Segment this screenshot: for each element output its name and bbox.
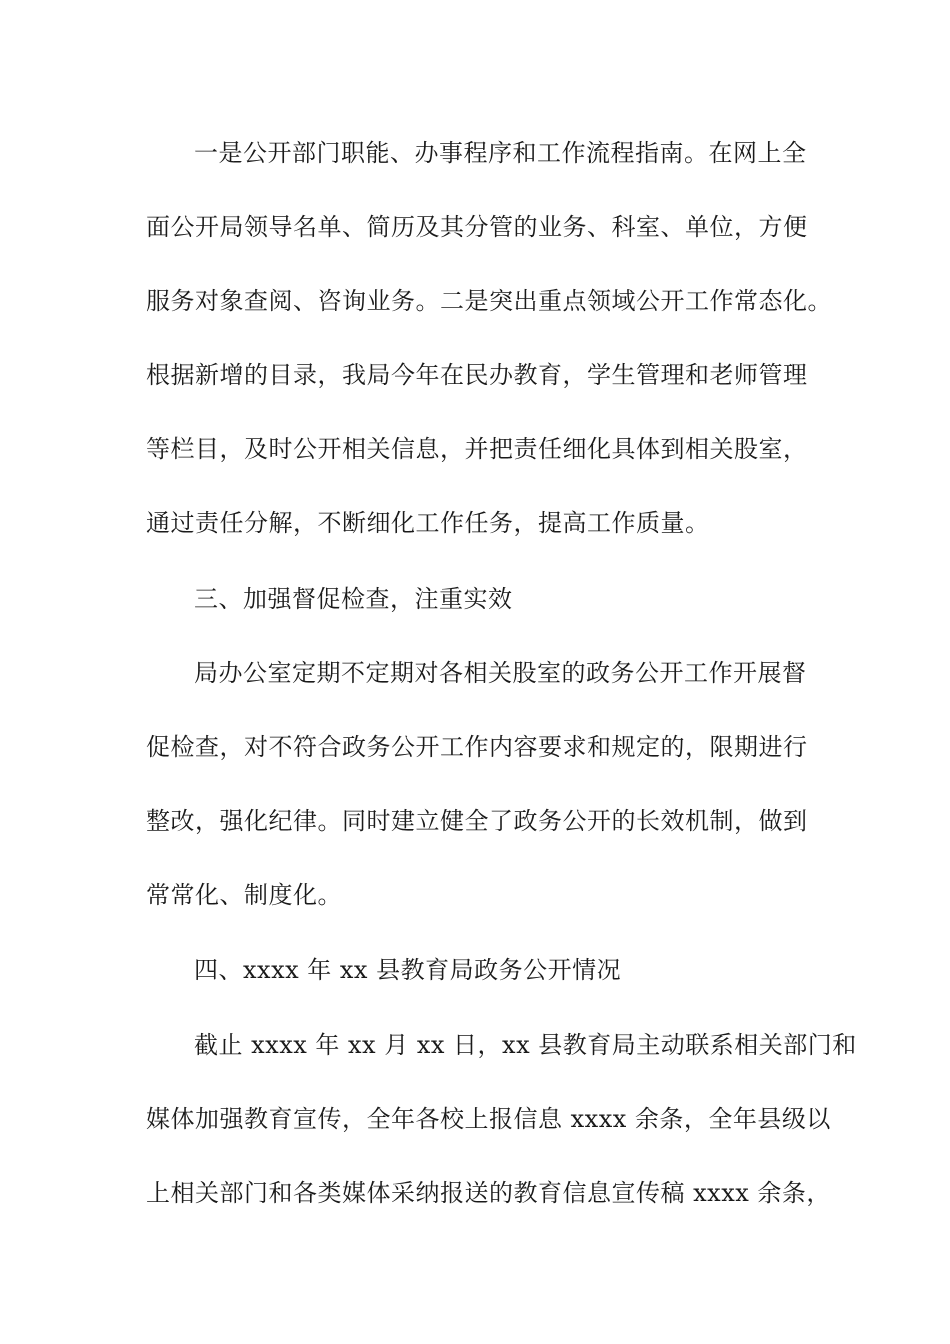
paragraph-line: 通过责任分解，不断细化工作任务，提高工作质量。 [146, 509, 710, 537]
paragraph-line: 等栏目，及时公开相关信息，并把责任细化具体到相关股室， [146, 435, 808, 463]
paragraph-line: 上相关部门和各类媒体采纳报送的教育信息宣传稿 xxxx 余条， [146, 1179, 831, 1207]
paragraph-line: 截止 xxxx 年 xx 月 xx 日，xx 县教育局主动联系相关部门和 [194, 1031, 857, 1059]
paragraph-line: 服务对象查阅、咨询业务。二是突出重点领域公开工作常态化。 [146, 287, 832, 315]
paragraph-line: 根据新增的目录，我局今年在民办教育，学生管理和老师管理 [146, 361, 808, 389]
paragraph-line: 媒体加强教育宣传，全年各校上报信息 xxxx 余条，全年县级以 [146, 1105, 831, 1133]
paragraph-line: 局办公室定期不定期对各相关股室的政务公开工作开展督 [194, 659, 807, 687]
paragraph-line: 常常化、制度化。 [146, 881, 342, 909]
paragraph-line: 促检查，对不符合政务公开工作内容要求和规定的，限期进行 [146, 733, 808, 761]
section-heading: 四、xxxx 年 xx 县教育局政务公开情况 [194, 956, 622, 984]
paragraph-line: 面公开局领导名单、简历及其分管的业务、科室、单位，方便 [146, 213, 808, 241]
paragraph-line: 整改，强化纪律。同时建立健全了政务公开的长效机制，做到 [146, 807, 808, 835]
section-heading: 三、加强督促检查，注重实效 [194, 585, 513, 613]
paragraph-line: 一是公开部门职能、办事程序和工作流程指南。在网上全 [194, 139, 807, 167]
